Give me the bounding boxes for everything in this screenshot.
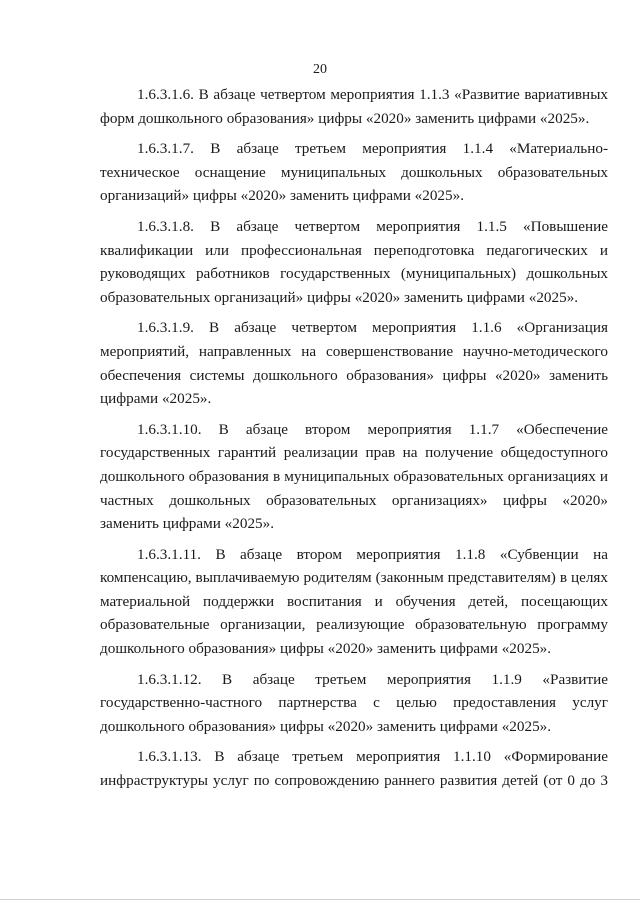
paragraph-1-6-3-1-13: 1.6.3.1.13. В абзаце третьем мероприятия 1.1.10 «Формирование инфраструктуры услуг по сопровождению раннего развития детей (от 0 до 3 xyxy=(100,748,608,790)
paragraph-1-6-3-1-11: 1.6.3.1.11. В абзаце втором мероприятия 1.1.8 «Субвенции на компенсацию, выплачиваемую родителям (законным представителям) в целях материальной поддержки воспитания и обучения детей, посещающих образовательные организации, реализующие образовательную программу дошкольного образования» цифры «2020» заменить цифрами «2025». xyxy=(100,545,608,658)
paragraph-1-6-3-1-6: 1.6.3.1.6. В абзаце четвертом мероприятия 1.1.3 «Развитие вариативных форм дошкольного образования» цифры «2020» заменить цифрами «2025». xyxy=(100,86,608,127)
paragraph-1-6-3-1-8: 1.6.3.1.8. В абзаце четвертом мероприятия 1.1.5 «Повышение квалификации или профессиональная переподготовка педагогических и руководящих работников государственных (муниципальных) дошкольных образовательных организаций» цифры «2020» заменить цифрами «2025». xyxy=(100,217,608,306)
page-bottom-edge xyxy=(0,899,640,900)
paragraph-1-6-3-1-10: 1.6.3.1.10. В абзаце втором мероприятия 1.1.7 «Обеспечение государственных гарантий реализации прав на получение общедоступного дошкольного образования в муниципальных образовательных организациях и частных дошкольных образовательных организациях» цифры «2020» заменить цифрами «2025». xyxy=(100,420,608,533)
paragraph-1-6-3-1-7: 1.6.3.1.7. В абзаце третьем мероприятия 1.1.4 «Материально-техническое оснащение муниципальных дошкольных образовательных организаций» цифры «2020» заменить цифрами «2025». xyxy=(100,140,608,205)
paragraph-1-6-3-1-9: 1.6.3.1.9. В абзаце четвертом мероприятия 1.1.6 «Организация мероприятий, направленных на совершенствование научно-методического обеспечения системы дошкольного образования» цифры «2020» заменить цифрами «2025». xyxy=(100,319,608,408)
document-body xyxy=(100,83,608,800)
page-number: 20 xyxy=(313,62,327,77)
paragraph-1-6-3-1-12: 1.6.3.1.12. В абзаце третьем мероприятия 1.1.9 «Развитие государственно-частного партнерства с целью предоставления услуг дошкольного образования» цифры «2020» заменить цифрами «2025». xyxy=(100,670,608,735)
